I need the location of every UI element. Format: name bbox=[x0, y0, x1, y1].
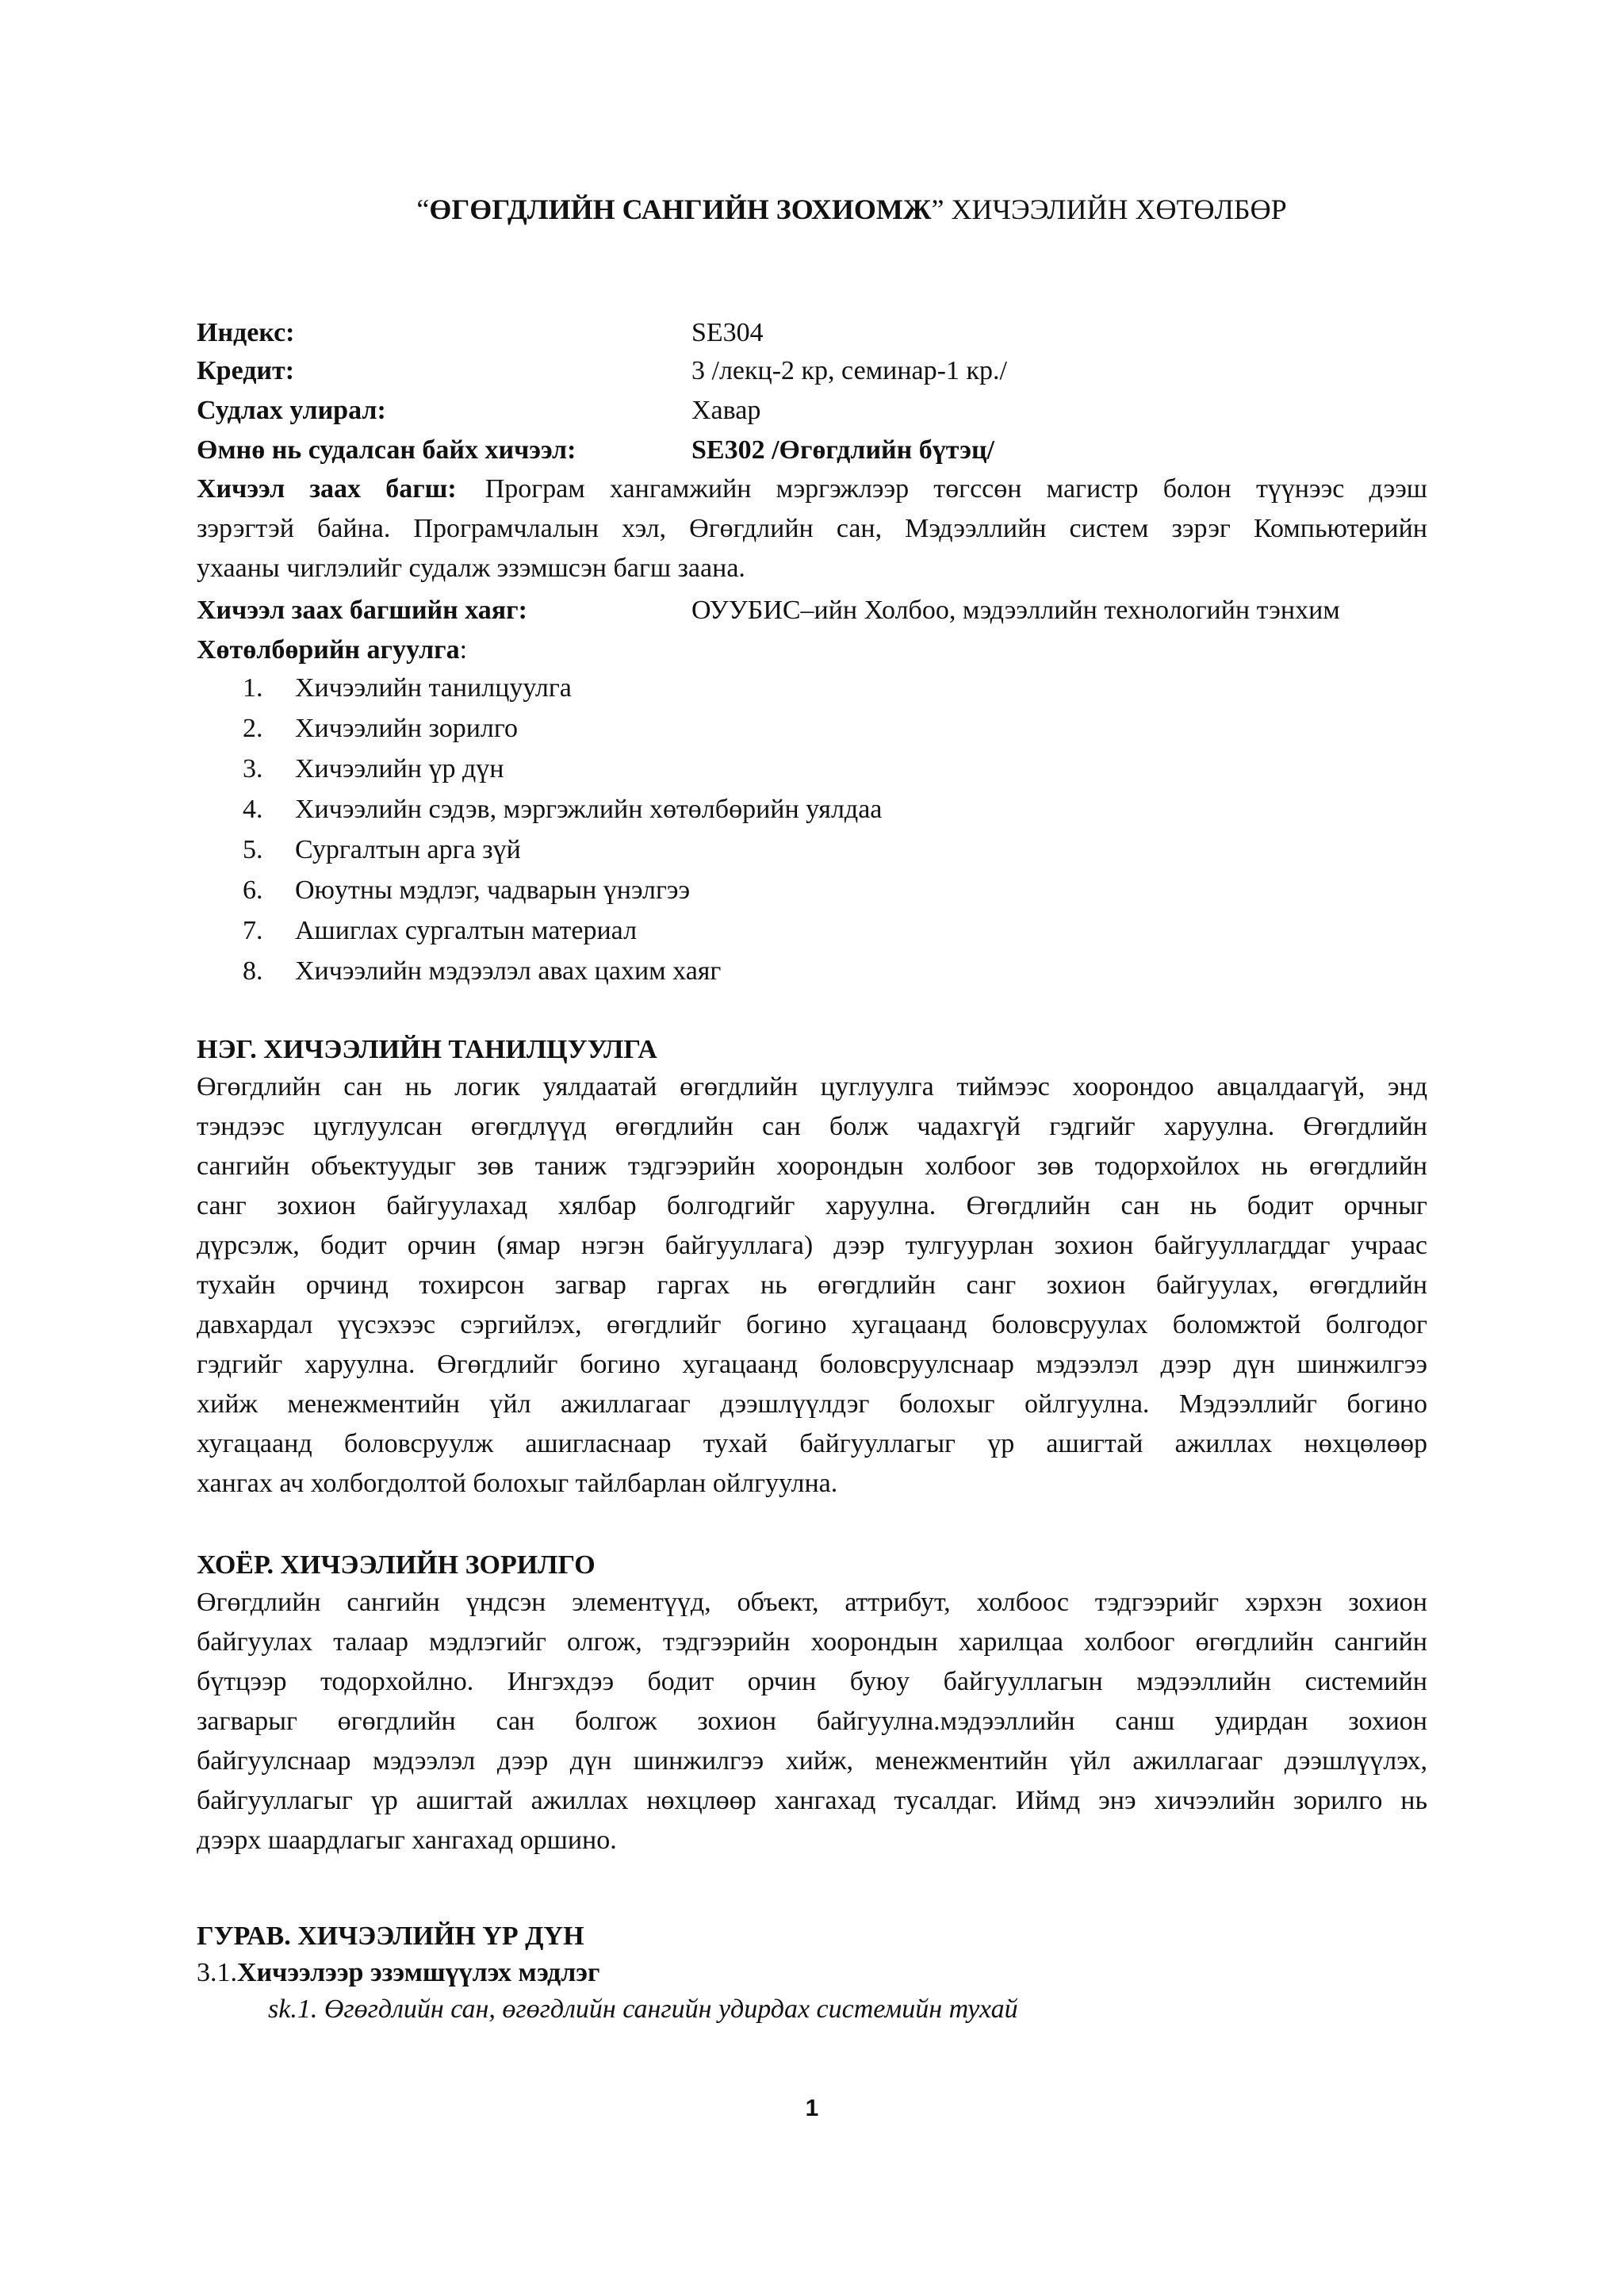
contents-heading bbox=[197, 633, 467, 668]
list-item-number: 6. bbox=[243, 875, 263, 905]
section-2-line: бүтцээр тодорхойлно. Ингэхдээ бодит орчин буюу байгууллагын мэдээллийн системийн bbox=[197, 1667, 1427, 1696]
meta-teacher-text-1: Програм хангамжийн мэргэжлээр төгссөн магистр болон түүнээс дээш bbox=[485, 474, 1427, 504]
list-item-number: 3. bbox=[243, 754, 263, 784]
contents-heading-text: Хөтөлбөрийн агуулга bbox=[197, 635, 460, 665]
section-2-line: загварыг өгөгдлийн сан болгож зохион байгуулна.мэдээллийн санш удирдан зохион bbox=[197, 1707, 1427, 1736]
list-item bbox=[243, 749, 882, 789]
list-item bbox=[243, 668, 882, 708]
meta-credit-value: 3 /лекц-2 кр, семинар-1 кр./ bbox=[691, 356, 1007, 385]
section-2-line: Өгөгдлийн сангийн үндсэн элементүүд, объект, аттрибут, холбоос тэдгээрийг хэрхэн зохион bbox=[197, 1588, 1427, 1617]
list-item-number: 7. bbox=[243, 916, 263, 945]
list-item-text: Хичээлийн үр дүн bbox=[295, 754, 504, 784]
contents-heading-colon: : bbox=[459, 635, 468, 665]
meta-teacher-label: Хичээл заах багш: bbox=[197, 474, 457, 504]
list-item-text: Хичээлийн сэдэв, мэргэжлийн хөтөлбөрийн уялдаа bbox=[295, 795, 883, 824]
list-item-text: Сургалтын арга зүй bbox=[295, 835, 521, 864]
list-item-number: 4. bbox=[243, 795, 263, 824]
meta-prereq-value: SE302 /Өгөгдлийн бүтэц/ bbox=[691, 435, 994, 465]
meta-index-label: Индекс: bbox=[197, 318, 295, 347]
section-1-line: давхардал үүсэхээс сэргийлэх, өгөгдлийг богино хугацаанд боловсруулах боломжтой болгодог bbox=[197, 1310, 1427, 1339]
section-1-line: дүрсэлж, бодит орчин (ямар нэгэн байгууллага) дээр тулгуурлан зохион байгууллагддаг учраас bbox=[197, 1231, 1427, 1260]
section-1-line: тухайн орчинд тохирсон загвар гаргах нь өгөгдлийн санг зохион байгуулах, өгөгдлийн bbox=[197, 1270, 1427, 1300]
section-1-line: Өгөгдлийн сан нь логик уялдаатай өгөгдлийн цуглуулга тиймээс хоорондоо авцалдаагүй, энд bbox=[197, 1072, 1427, 1102]
page-number: 1 bbox=[805, 2095, 819, 2121]
section-1-line: хийж менежментийн үйл ажиллагааг дээшлүүлдэг болохыг ойлгуулна. Мэдээллийг богино bbox=[197, 1389, 1427, 1419]
list-item bbox=[243, 870, 882, 910]
title-rest: ХИЧЭЭЛИЙН ХӨТӨЛБӨР bbox=[951, 193, 1287, 225]
section-2-line: байгуулснаар мэдээлэл дээр дүн шинжилгээ хийж, менежментийн үйл ажиллагааг дээшлүүлэх, bbox=[197, 1746, 1427, 1776]
section-2-line: байгууллагыг үр ашигтай ажиллах нөхцлөөр хангахад тусалдаг. Иймд энэ хичээлийн зорилго нь bbox=[197, 1786, 1427, 1815]
list-item-number: 2. bbox=[243, 714, 263, 743]
section-1-line: хангах ач холбогдолтой болохыг тайлбарлан ойлгуулна. bbox=[197, 1469, 838, 1498]
list-item-text: Хичээлийн мэдээлэл авах цахим хаяг bbox=[295, 956, 722, 986]
section-1-line: тэндээс цуглуулсан өгөгдлүүд өгөгдлийн сан болж чадахгүй гэдгийг харуулна. Өгөгдлийн bbox=[197, 1112, 1427, 1141]
list-item-text: Хичээлийн танилцуулга bbox=[295, 673, 572, 703]
meta-semester-label: Судлах улирал: bbox=[197, 396, 386, 425]
section-3-subheading bbox=[197, 1956, 599, 1990]
contents-list bbox=[243, 668, 882, 991]
list-item-number: 5. bbox=[243, 835, 263, 864]
meta-teacher-line-1 bbox=[197, 469, 1427, 509]
section-3-sub-number: 3.1. bbox=[197, 1958, 237, 1987]
title-quote-close: ” bbox=[931, 193, 952, 225]
list-item bbox=[243, 789, 882, 829]
section-2-line: байгуулах талаар мэдлэгийг олгож, тэдгээрийн хоорондын харилцаа холбоог өгөгдлийн сангийн bbox=[197, 1627, 1427, 1657]
section-1-line: санг зохион байгуулахад хялбар болгодгийг харуулна. Өгөгдлийн сан нь бодит орчныг bbox=[197, 1191, 1427, 1220]
list-item-text: Ашиглах сургалтын материал bbox=[295, 916, 638, 945]
section-1-paragraph bbox=[197, 1067, 1427, 1504]
title-course-name: ӨГӨГДЛИЙН САНГИЙН ЗОХИОМЖ bbox=[429, 193, 932, 225]
document-title bbox=[0, 192, 1624, 227]
list-item-number: 8. bbox=[243, 956, 263, 986]
section-1-line: хугацаанд боловсруулж ашигласнаар тухай байгууллагыг үр ашигтай ажиллах нөхцөлөөр bbox=[197, 1429, 1427, 1458]
section-3-sub-title: Хичээлээр эзэмшүүлэх мэдлэг bbox=[237, 1958, 600, 1987]
meta-index-value: SE304 bbox=[691, 318, 764, 347]
list-item bbox=[243, 910, 882, 951]
meta-credit-label: Кредит: bbox=[197, 356, 295, 385]
meta-teacher-line-2: зэрэгтэй байна. Програмчлалын хэл, Өгөгдлийн сан, Мэдээллийн систем зэрэг Компьютерийн bbox=[197, 514, 1427, 543]
section-2-line: дээрх шаардлагыг хангахад оршино. bbox=[197, 1826, 617, 1855]
meta-teacher-line-3: ухааны чиглэлийг судалж эзэмшсэн багш заана. bbox=[197, 554, 745, 583]
list-item-text: Хичээлийн зорилго bbox=[295, 714, 518, 743]
section-1-heading: НЭГ. ХИЧЭЭЛИЙН ТАНИЛЦУУЛГА bbox=[197, 1035, 657, 1064]
title-quote-open: “ bbox=[416, 193, 430, 225]
meta-prereq-label: Өмнө нь судалсан байх хичээл: bbox=[197, 435, 576, 465]
list-item-text: Оюутны мэдлэг, чадварын үнэлгээ bbox=[295, 875, 691, 905]
meta-semester-value: Хавар bbox=[691, 396, 761, 425]
section-1-line: сангийн объектуудыг зөв таниж тэдгээрийн хоорондын холбоог зөв тодорхойлох нь өгөгдлийн bbox=[197, 1151, 1427, 1181]
section-3-heading: ГУРАВ. ХИЧЭЭЛИЙН ҮР ДҮН bbox=[197, 1921, 584, 1951]
list-item bbox=[243, 951, 882, 991]
section-2-heading: ХОЁР. ХИЧЭЭЛИЙН ЗОРИЛГО bbox=[197, 1550, 596, 1580]
meta-address-value: ОУУБИС–ийн Холбоо, мэдээллийн технологийн тэнхим bbox=[691, 596, 1340, 625]
section-1-line: гэдгийг харуулна. Өгөгдлийг богино хугацаанд боловсруулснаар мэдээлэл дээр дүн шинжилгээ bbox=[197, 1350, 1427, 1379]
meta-teacher-block bbox=[197, 469, 1427, 588]
list-item-number: 1. bbox=[243, 673, 263, 703]
list-item bbox=[243, 829, 882, 870]
section-2-paragraph bbox=[197, 1583, 1427, 1860]
section-3-sub-item: sk.1. Өгөгдлийн сан, өгөгдлийн сангийн удирдах системийн тухай bbox=[268, 1994, 1018, 2024]
list-item bbox=[243, 708, 882, 749]
meta-address-label: Хичээл заах багшийн хаяг: bbox=[197, 596, 527, 625]
